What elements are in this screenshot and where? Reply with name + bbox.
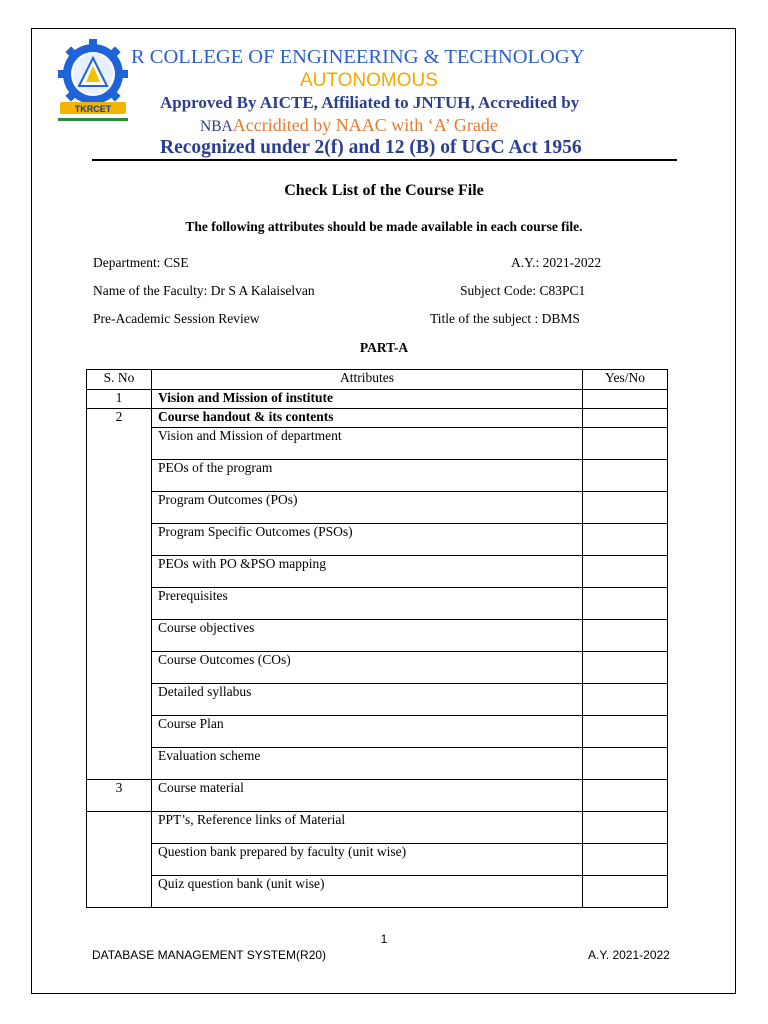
ugc-line: Recognized under 2(f) and 12 (B) of UGC Act 1956: [160, 137, 582, 158]
row-yes-no: [583, 748, 668, 780]
row-yes-no: [583, 716, 668, 748]
department: Department: CSE: [93, 255, 189, 270]
row-yes-no: [583, 844, 668, 876]
footer-course: DATABASE MANAGEMENT SYSTEM(R20): [92, 948, 327, 962]
faculty-name: Name of the Faculty: Dr S A Kalaiselvan: [93, 283, 315, 298]
row-yes-no: [583, 812, 668, 844]
subject-title: Title of the subject : DBMS: [430, 311, 580, 326]
table-row: [87, 812, 668, 844]
table-row: [87, 748, 668, 780]
row-attribute: PEOs of the program: [152, 460, 583, 492]
row-attribute: Course objectives: [152, 620, 583, 652]
naac-label: Accridited by NAAC with ‘A’ Grade: [232, 115, 498, 135]
row-attribute: Question bank prepared by faculty (unit wise): [152, 844, 583, 876]
session-label: Pre-Academic Session Review: [93, 311, 260, 326]
row-attribute: Detailed syllabus: [152, 684, 583, 716]
row-attribute: Course handout & its contents: [152, 409, 583, 428]
row-attribute: Program Outcomes (POs): [152, 492, 583, 524]
header-divider: [92, 159, 677, 161]
footer-year: A.Y. 2021-2022: [588, 948, 670, 962]
row-yes-no: [583, 588, 668, 620]
college-name: R COLLEGE OF ENGINEERING & TECHNOLOGY: [131, 46, 585, 68]
table-row: [87, 409, 668, 428]
table-row: [87, 716, 668, 748]
row-yes-no: [583, 390, 668, 409]
row-yes-no: [583, 684, 668, 716]
document-subtitle: The following attributes should be made available in each course file.: [185, 219, 583, 234]
row-yes-no: [583, 652, 668, 684]
row-yes-no: [583, 876, 668, 908]
header-yes-no: Yes/No: [583, 370, 668, 390]
row-attribute: PEOs with PO &PSO mapping: [152, 556, 583, 588]
page-number: 1: [380, 932, 388, 946]
row-attribute: PPT’s, Reference links of Material: [152, 812, 583, 844]
autonomous-label: AUTONOMOUS: [300, 70, 438, 91]
row-sno: 3: [87, 780, 152, 812]
row-attribute: Prerequisites: [152, 588, 583, 620]
header-sno: S. No: [87, 370, 152, 390]
table-row: [87, 492, 668, 524]
row-sno: 1: [87, 390, 152, 409]
row-sno: [87, 812, 152, 908]
college-logo: [52, 38, 134, 134]
row-yes-no: [583, 556, 668, 588]
table-row: [87, 390, 668, 409]
table-row: [87, 876, 668, 908]
row-yes-no: [583, 428, 668, 460]
academic-year: A.Y.: 2021-2022: [511, 255, 602, 270]
accreditation-line: [200, 115, 498, 136]
row-attribute: Program Specific Outcomes (PSOs): [152, 524, 583, 556]
row-yes-no: [583, 620, 668, 652]
row-yes-no: [583, 492, 668, 524]
part-heading: PART-A: [359, 340, 409, 355]
row-attribute: Course Outcomes (COs): [152, 652, 583, 684]
table-row: [87, 620, 668, 652]
table-row: [87, 652, 668, 684]
table-row: [87, 844, 668, 876]
table-row: [87, 524, 668, 556]
checklist-table: [86, 369, 668, 908]
table-row: [87, 460, 668, 492]
logo-text: TKRCET: [74, 104, 112, 114]
row-attribute: Quiz question bank (unit wise): [152, 876, 583, 908]
row-yes-no: [583, 409, 668, 428]
document-title: Check List of the Course File: [284, 182, 484, 199]
table-row: [87, 780, 668, 812]
row-attribute: Vision and Mission of institute: [152, 390, 583, 409]
row-yes-no: [583, 780, 668, 812]
table-row: [87, 556, 668, 588]
table-row: [87, 588, 668, 620]
table-header-row: [87, 370, 668, 390]
table-row: [87, 684, 668, 716]
row-sno: 2: [87, 409, 152, 780]
subject-code: Subject Code: C83PC1: [460, 283, 586, 298]
header-attributes: Attributes: [152, 370, 583, 390]
nba-label: NBA: [200, 118, 233, 135]
row-attribute: Course material: [152, 780, 583, 812]
row-attribute: Evaluation scheme: [152, 748, 583, 780]
approval-line: Approved By AICTE, Affiliated to JNTUH, Accredited by: [160, 93, 580, 112]
row-yes-no: [583, 524, 668, 556]
row-yes-no: [583, 460, 668, 492]
row-attribute: Vision and Mission of department: [152, 428, 583, 460]
table-row: [87, 428, 668, 460]
row-attribute: Course Plan: [152, 716, 583, 748]
